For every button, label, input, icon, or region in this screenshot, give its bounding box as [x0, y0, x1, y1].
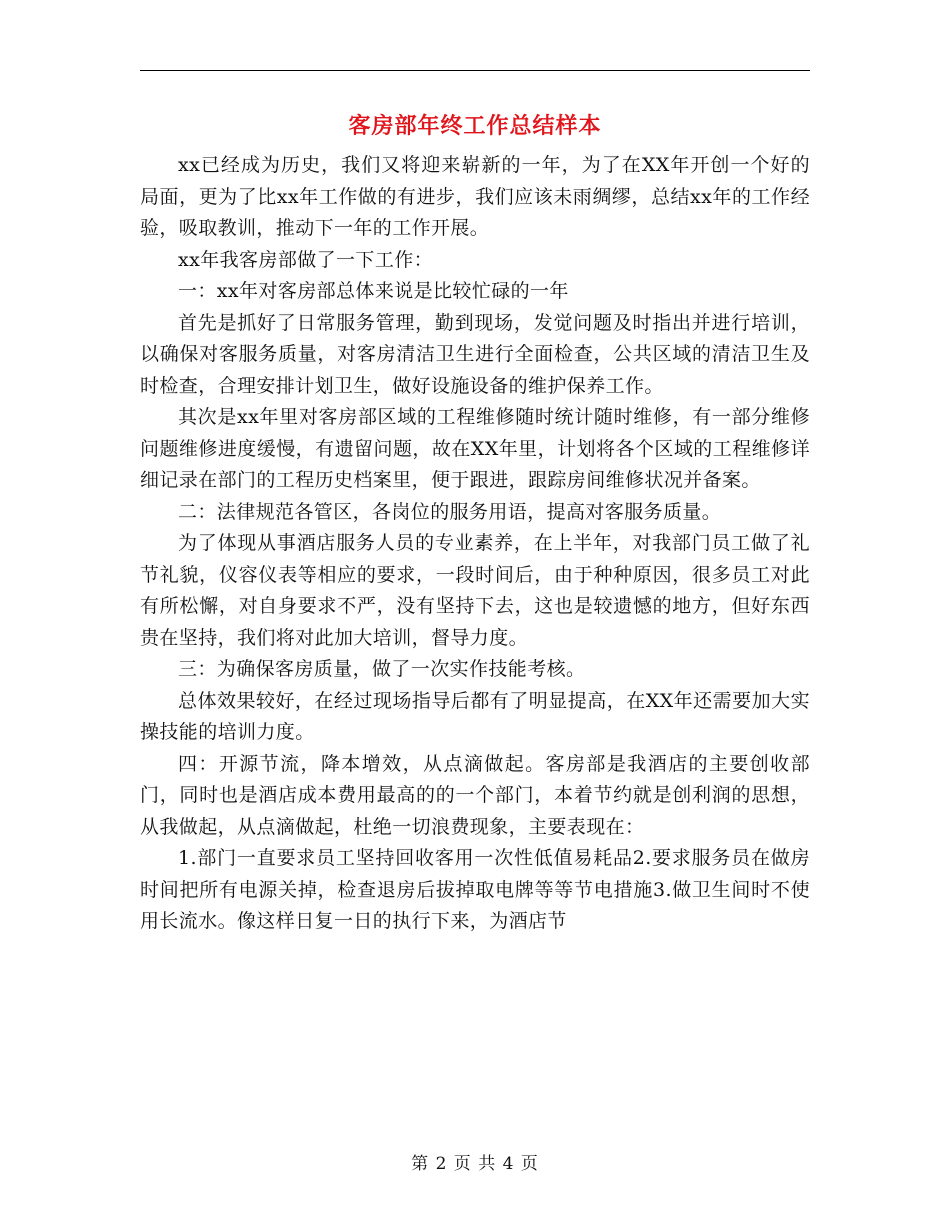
paragraph-etiquette: 为了体现从事酒店服务人员的专业素养，在上半年，对我部门员工做了礼节礼貌，仪容仪表等相应的要求，一段时间后，由于种种原因，很多员工对此有所松懈，对自身要求不严，没有坚持下去，这也是较遗憾的地方，但好东西贵在坚持，我们将对此加大培训，督导力度。: [140, 532, 810, 649]
paragraph-maintenance: 其次是xx年里对客房部区域的工程维修随时统计随时维修，有一部分维修问题维修进度缓慢，有遗留问题，故在XX年里，计划将各个区域的工程维修详细记录在部门的工程历史档案里，便于跟进，跟踪房间维修状况并备案。: [140, 406, 810, 491]
section-heading-3: 三：为确保客房质量，做了一次实作技能考核。: [178, 658, 586, 680]
document-body: [140, 150, 810, 938]
section-heading-4: 四：开源节流，降本增效，从点滴做起。客房部是我酒店的主要创收部门，同时也是酒店成本费用最高的的一个部门，本着节约就是创利润的思想，从我做起，从点滴做起，杜绝一切浪费现象，主要表现在：: [140, 752, 810, 838]
header-rule: [140, 70, 810, 71]
paragraph-work-lead: xx年我客房部做了一下工作：: [178, 248, 434, 271]
page-number: 第 2 页 共 4 页: [411, 1154, 539, 1174]
document-title: 客房部年终工作总结样本: [348, 113, 602, 139]
section-heading-2: 二：法律规范各管区，各岗位的服务用语，提高对客服务质量。: [178, 500, 722, 523]
paragraph-intro: xx已经成为历史，我们又将迎来崭新的一年，为了在XX年开创一个好的局面，更为了比xx年工作做的有进步，我们应该未雨绸缪，总结xx年的工作经验，吸取教训，推动下一年的工作开展。: [140, 154, 810, 239]
paragraph-savings-list: 1.部门一直要求员工坚持回收客用一次性低值易耗品2.要求服务员在做房时间把所有电源关掉，检查退房后拔掉取电牌等等节电措施3.做卫生间时不使用长流水。像这样日复一日的执行下来，为酒店节: [140, 847, 810, 932]
paragraph-skills-result: 总体效果较好，在经过现场指导后都有了明显提高，在XX年还需要加大实操技能的培训力度。: [140, 689, 810, 743]
paragraph-service-management: 首先是抓好了日常服务管理，勤到现场，发觉问题及时指出并进行培训，以确保对客服务质量，对客房清洁卫生进行全面检查，公共区域的清洁卫生及时检查，合理安排计划卫生，做好设施设备的维护保养工作。: [140, 311, 810, 397]
section-heading-1: 一：xx年对客房部总体来说是比较忙碌的一年: [178, 280, 569, 302]
